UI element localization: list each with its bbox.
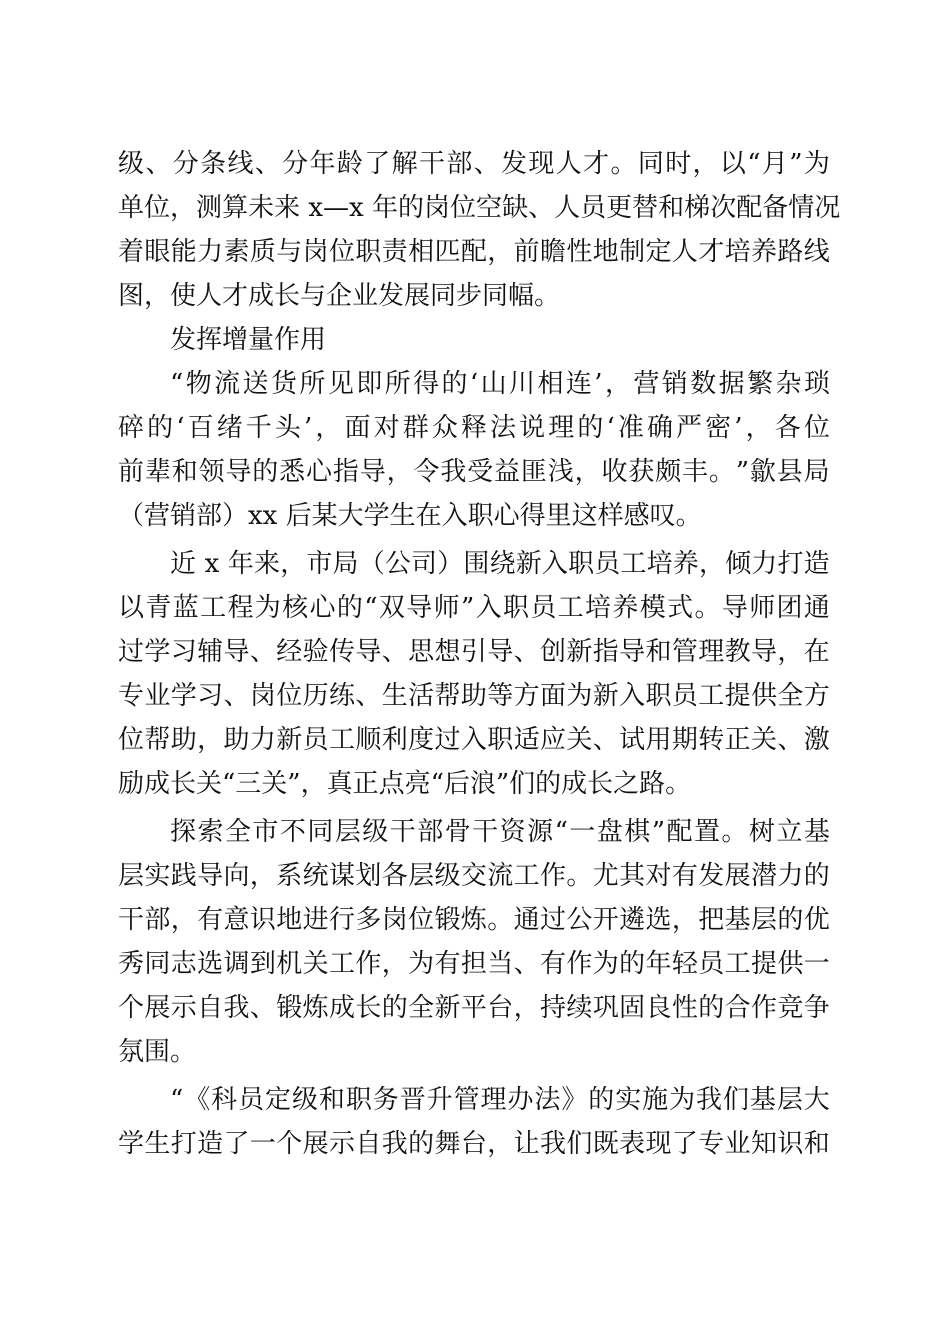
- text-line: 着 眼 能 力 素 质 与 岗 位 职 责 相 匹 配 ， 前 瞻 性 地 制 定 人 才 培 养 路 线: [118, 237, 830, 267]
- text-line: 氛围。: [118, 1037, 197, 1067]
- text-line: 单 位 ， 测 算 未 来 x — x 年 的 岗 位 空 缺 、 人 员 更 替 和 梯 次 配 备 情 况: [118, 193, 841, 223]
- text-line: （营销部）xx 后某大学生在入职心得里这样感叹。: [118, 501, 702, 531]
- text-line: 干 部 ， 有 意 识 地 进 行 多 岗 位 锻 炼 。 通 过 公 开 遴 选 ， 把 基 层 的 优: [118, 905, 830, 935]
- text-line: 级 、 分 条 线 、 分 年 龄 了 解 干 部 、 发 现 人 才 。 同 时 ， 以 “ 月 ” 为: [118, 149, 830, 179]
- text-line: 个 展 示 自 我 、 锻 炼 成 长 的 全 新 平 台 ， 持 续 巩 固 良 性 的 合 作 竞 争: [118, 993, 830, 1023]
- section-heading: 发挥增量作用: [170, 325, 327, 355]
- text-line: 探 索 全 市 不 同 层 级 干 部 骨 干 资 源 “ 一 盘 棋 ” 配 置 。 树 立 基: [170, 817, 830, 847]
- text-line: 层 实 践 导 向 ， 系 统 谋 划 各 层 级 交 流 工 作 。 尤 其 对 有 发 展 潜 力 的: [118, 861, 830, 891]
- text-line: 前 辈 和 领 导 的 悉 心 指 导 ， 令 我 受 益 匪 浅 ， 收 获 颇 丰 。 ” 歙 县 局: [118, 457, 830, 487]
- text-line: 碎 的 ‘ 百 绪 千 头 ’ ， 面 对 群 众 释 法 说 理 的 ‘ 准 确 严 密 ’ ， 各 位: [118, 413, 830, 443]
- text-line: 学 生 打 造 了 一 个 展 示 自 我 的 舞 台 ， 让 我 们 既 表 现 了 专 业 知 识 和: [118, 1129, 830, 1159]
- text-line: 秀 同 志 选 调 到 机 关 工 作 ， 为 有 担 当 、 有 作 为 的 年 轻 员 工 提 供 一: [118, 949, 830, 979]
- text-line: 过 学 习 辅 导 、 经 验 传 导 、 思 想 引 导 、 创 新 指 导 和 管 理 教 导 ， 在: [118, 637, 830, 667]
- text-line: “ 《 科 员 定 级 和 职 务 晋 升 管 理 办 法 》 的 实 施 为 我 们 基 层 大: [170, 1085, 830, 1115]
- text-line: 以 青 蓝 工 程 为 核 心 的 “ 双 导 师 ” 入 职 员 工 培 养 模 式 。 导 师 团 通: [118, 593, 830, 623]
- text-line: 图，使人才成长与企业发展同步同幅。: [118, 281, 561, 311]
- text-line: “ 物 流 送 货 所 见 即 所 得 的 ‘ 山 川 相 连 ’ ， 营 销 数 据 繁 杂 琐: [170, 369, 830, 399]
- text-line: 位 帮 助 ， 助 力 新 员 工 顺 利 度 过 入 职 适 应 关 、 试 用 期 转 正 关 、 激: [118, 725, 830, 755]
- text-line: 励成长关“三关”，真正点亮“后浪”们的成长之路。: [118, 769, 692, 799]
- text-line: 近 x 年 来 ， 市 局 （ 公 司 ） 围 绕 新 入 职 员 工 培 养 ， 倾 力 打 造: [170, 549, 830, 579]
- text-line: 专 业 学 习 、 岗 位 历 练 、 生 活 帮 助 等 方 面 为 新 入 职 员 工 提 供 全 方: [118, 681, 830, 711]
